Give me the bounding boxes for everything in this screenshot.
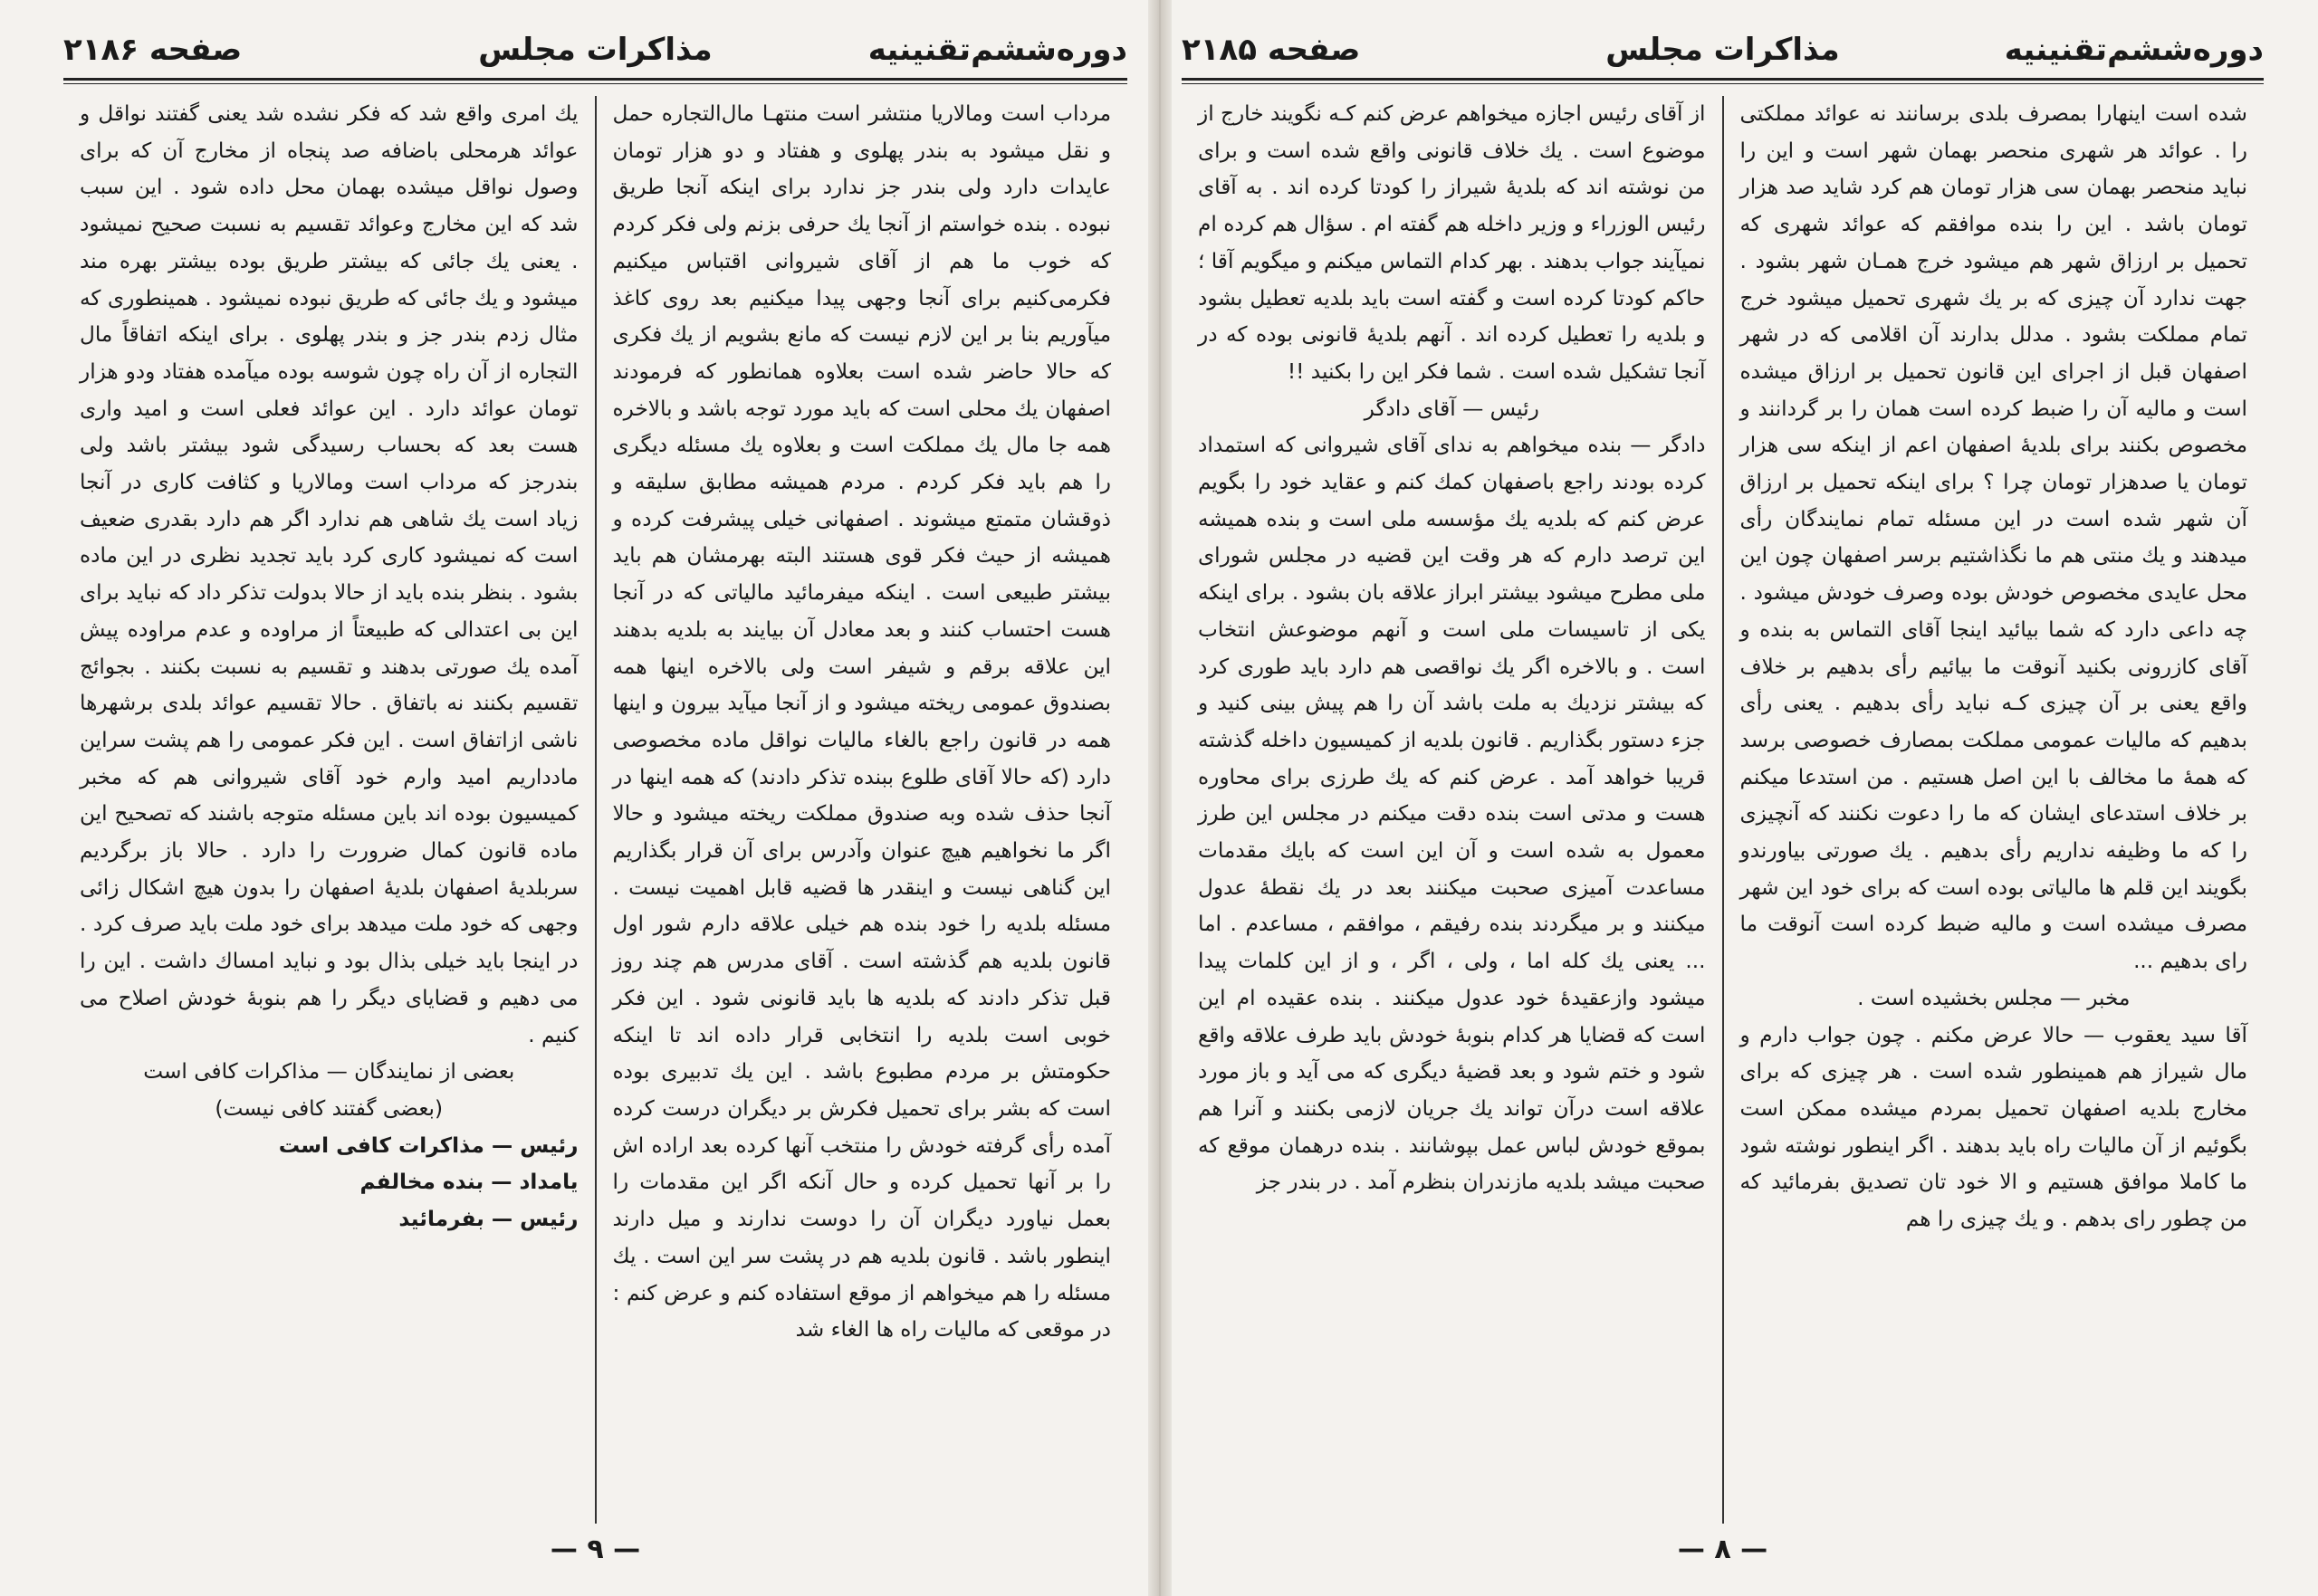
columns [63,96,1127,1524]
speaker-line: بعضی از نمایندگان — مذاکرات کافی است [143,1059,515,1085]
paragraph: آقا سید یعقوب — حالا عرض مکنم . چون جواب دارم و مال شیراز هم همینطور شده است . هر چیزی که برای مخارج بلدیه اصفهان تحمیل بمردم میشده ممکن است بگوئیم از آن مالیات راه باید بدهند . اگر اینطور نوشته شود ما کاملا موافق هستیم و الا خود تان تصدیق بفرمائید که من چطور رای بدهم . و یك چیزی را هم [1739,1022,2247,1232]
paragraph: از آقای رئیس اجازه میخواهم عرض کنم کـه نگویند خارج از موضوع است . یك خلاف قانونی واقع شده است و برای من نوشته اند که بلدیهٔ شیراز را کودتا کرده اند . به آقای رئیس الوزراء و وزیر داخله هم گفته ام . سؤال هم کرده ام نمیآیند جواب بدهند . بهر کدام التماس میکنم و میگویم آقا ؛ حاکم کودتا کرده است و گفته است باید بلدیه تعطیل بشود و بلدیه را تعطیل کرده اند . آنهم بلدیهٔ قانونی بوده که در آنجا تشکیل شده است . شما فکر این را بکنید !! [1198,101,1706,384]
page-header [1182,27,2264,72]
column-right [1724,96,2265,1524]
header-rule [1182,78,2264,81]
column-right [597,96,1128,1524]
header-rule-thin [63,83,1127,84]
page-number-label: صفحه ۲۱۸۵ [1182,32,1361,68]
header-rule [63,78,1127,81]
paragraph: یك امری واقع شد که فکر نشده شد یعنی گفتند نواقل و عوائد هرمحلی باضافه صد پنجاه از مخارج آن که برای وصول نواقل میشده بهمان محل داده شود . این سبب شد که این مخارج وعوائد تقسیم به نسبت صحیح نمیشود . یعنی یك جائی که بیشتر طریق بوده بیشتر بهره مند میشود و یك جائی که طریق نبوده نمیشود . همینطوری که مثال زدم بندر جز و بندر پهلوی . برای اینکه اتفاقاً مال التجاره از آن راه چون شوسه بوده میآمده هفتاد ودو هزار تومان عوائد دارد . این عوائد فعلی است و امید واری هست بعد که بحساب رسیدگی شود بیشتر باشد ولی بندرجز که مرداب است ومالاریا و کثافت کاری در آنجا زیاد است یك شاهی هم ندارد اگر هم دارد بقدری ضعیف است که نمیشود کاری کرد باید تجدید نظری در این ماده بشود . بنظر بنده باید از حالا بدولت تذکر داد که نباید برای این بی اعتدالی که طبیعتاً از مراوده و عدم مراوده پیش آمده یك صورتی بدهند و تقسیم به نسبت بکنند . بجوائج تقسیم بکنند نه باتفاق . حالا تقسیم عوائد بلدی برشهرها ناشی ازاتفاق است . این فکر عمومی را هم پشت سراین مادداریم امید وارم خود آقای شیروانی هم که مخبر کمیسیون بوده اند باین مسئله متوجه باشند که تصحیح این ماده قانون کمال ضرورت را دارد . حالا باز برگردیم سربلدیهٔ اصفهان بلدیهٔ اصفهان را بدون هیچ اشکال زائی وجهی که خود ملت میدهد برای خود ملت باید صرف کرد . در اینجا باید خیلی بذال بود و نباید امساك داشت . این را می دهیم و قضایای دیگر را هم بنوبهٔ خودش اصلاح می کنیم . [80,101,579,1047]
page-footer-number: — ۹ — [550,1534,641,1565]
speaker-line: مخبر — مجلس بخشیده است . [1857,985,2131,1010]
column-left [1182,96,1724,1524]
publication-title: مذاکرات مجلس [1605,32,1840,68]
book-gutter [1148,0,1172,1596]
page-2186 [63,16,1127,1578]
publication-title: مذاکرات مجلس [478,32,713,68]
session-label: دوره‌ششم‌تقنینیه [867,32,1127,68]
speaker-line: رئیس — آقای دادگر [1364,396,1539,421]
speaker-line: یامداد — بنده مخالفم [359,1170,579,1195]
paragraph: دادگر — بنده میخواهم به ندای آقای شیروانی که استمداد کرده بودند راجع باصفهان کمك کنم و عقاید خود را بگویم عرض کنم که بلدیه یك مؤسسه ملی است و بنده همیشه این ترصد دارم که هر وقت این قضیه در مجلس شورای ملی مطرح میشود بیشتر ابراز علاقه بان بشود . برای اینکه یکی از تاسیسات ملی است و آنهم موضوعش انتخاب است . و بالاخره اگر یك نواقصی هم دارد باید طوری کرد که بیشتر نزدیك به ملت باشد آن را هم پیش بینی کنید و جزء دستور بگذاریم . قانون بلدیه از کمیسیون داخله گذشته قریبا خواهد آمد . عرض کنم که یك طرزی برای محاوره هست و مدتی‌ است بنده دقت میکنم در مجلس این طرز معمول به شده است و آن این است که بایك مقدمات مساعدت آمیزی صحبت میکنند بعد در یك نقطهٔ عدول میکنند و بر میگردند بنده رفیقم ، موافقم ، مساعدم . اما ... یعنی یك کله اما ، ولی ، اگر ، و از این کلمات پیدا میشود وازعقیدهٔ خود عدول میکنند . بنده عقیده ام این است که قضایا هر کدام بنوبهٔ خودش باید طرف علاقه واقع شود و ختم شود و بعد قضیهٔ دیگری که می آید و باز مورد علاقه است درآن تواند یك جریان لازمی بکنند و آنرا هم بموقع خودش لباس عمل بپوشانند . بنده درهمان موقع که صحبت میشد بلدیه مازندران بنظرم آمد . در بندر جز [1198,433,1706,1195]
speaker-line: (بعضی گفتند کافی نیست) [215,1095,444,1121]
paragraph: شده است اینهارا بمصرف بلدی برسانند نه عوائد مملکتی را . عوائد هر شهری منحصر بهمان شهر است و این را نباید منحصر بهمان سی هزار تومان هم کرد شاید صد هزار تومان باشد . این را بنده موافقم که عوائد شهری که تحمیل بر ارزاق شهر هم میشود خرج همـان شهر بشود . جهت ندارد آن چیزی که بر یك شهری تحمیل میشود خرج تمام مملکت بشود . مدلل بدارند آن اقلامی که در شهر اصفهان قبل از اجرای این قانون تحمیل بر ارزاق میشده است و مالیه آن را ضبط کرده است همان را بر گردانند و مخصوص بکنند برای بلدیهٔ اصفهان اعم از اینکه سی هزار تومان یا صدهزار تومان چرا ؟ برای اینکه تحمیل بر ارزاق آن شهر شده است در این مسئله تمام نمایندگان رأی میدهند و یك منتی هم ما نگذاشتیم برسر اصفهان چون این محل عایدی مخصوص خودش بوده وصرف خودش میشود . چه داعی دارد که شما بیائید اینجا آقای التماس به بنده و آقای کازرونی بکنید آنوقت ما بیائیم رأی بدهیم بر خلاف واقع یعنی بر آن چیزی کـه نباید رأی بدهیم . یعنی رأی بدهیم که مالیات عمومی مملکت بمصارف خصوصی برسد که همهٔ ما مخالف با این اصل هستیم . من استدعا میکنم بر خلاف استدعای ایشان که ما را دعوت نکنند که آنچیزی را که ما وظیفه نداریم رأی بدهیم . یك صورتی بیاورندو بگویند این قلم ها مالیاتی بوده است که برای خود این شهر مصرف میشده است و مالیه ضبط کرده است آنوقت ما رای بدهیم ... [1739,101,2247,974]
session-label: دوره‌ششم‌تقنینیه [2004,32,2264,68]
page-footer-number: — ۸ — [1677,1534,1768,1565]
columns [1182,96,2264,1524]
page-number-label: صفحه ۲۱۸۶ [62,32,243,68]
speaker-line: رئیس — مذاکرات کافی است [278,1132,579,1158]
paragraph: مرداب است ومالاریا منتشر است منتهـا مال‌التجاره حمل و نقل میشود به بندر پهلوی و هفتاد و دو هزار تومان عایدات دارد ولی بندر جز ندارد برای اینکه آنجا طریق نبوده . بنده خواستم از آنجا یك حرفی بزنم ولی فکر کردم که خوب ما هم از آقای شیروانی اقتباس میکنیم فکرمی‌کنیم برای آنجا وجهی پیدا میکنیم بعد روی کاغذ میآوریم بنا بر این لازم نیست که مانع بشویم از یك فکری که حالا حاضر شده است بعلاوه همانطور که فرمودند اصفهان یك محلی است که باید مورد توجه باشد و بالاخره همه جا مال یك مملکت است و بعلاوه یك مسئله دیگری را هم باید فکر کردم . مردم همیشه مطابق سلیقه و ذوقشان متمتع میشوند . اصفهانی خیلی پیشرفت کرده و همیشه از حیث فکر قوی هستند البته بهرمشان هم باید بیشتر طبیعی است . اینکه میفرمائید مالیاتی که در آنجا هست احتساب کنند و بعد معادل آن بیایند به بلدیه بدهند این علاقه برقم و شیفر است ولی بالاخره اینها همه بصندوق عمومی ریخته میشود و از آنجا میآید بیرون و اینها همه در قانون راجع بالغاء مالیات نواقل ماده مخصوصی دارد (که حالا آقای طلوع ببنده تذکر دادند) که همه اینها در آنجا حذف شده وبه صندوق مملکت ریخته میشود و حالا اگر ما نخواهیم هیچ عنوان وآدرس برای آن قرار بگذاریم این گناهی نیست و اینقدر ها قضیه قابل اهمیت نیست . مسئله بلدیه را خود بنده هم خیلی علاقه دارم شور اول قانون بلدیه هم گذشته است . آقای مدرس هم چند روز قبل تذکر دادند که بلدیه ها باید قانونی شود . این فکر خوبی است بلدیه را انتخابی قرار داده اند تا اینکه حکومتش بر مردم مطبوع باشد . این یك تدبیری بوده است که بشر برای تحمیل فکرش بر دیگران درست کرده آمده رأی گرفته خودش را منتخب آنها کرده بعد اراده اش را بر آنها تحمیل کرده و حال آنکه اگر این مقدمات را بعمل نیاورد دیگران آن را دوست ندارند و میل دارند اینطور باشد . قانون بلدیه هم در پشت سر این است . یك مسئله را هم میخواهم از موقع استفاده کنم و عرض کنم : در موقعی که مالیات راه ها الغاء شد [612,101,1111,1343]
header-rule-thin [1182,83,2264,84]
page-header [63,27,1127,72]
page-2185 [1182,16,2264,1578]
column-left [63,96,597,1524]
speaker-line: رئیس — بفرمائید [398,1207,579,1232]
